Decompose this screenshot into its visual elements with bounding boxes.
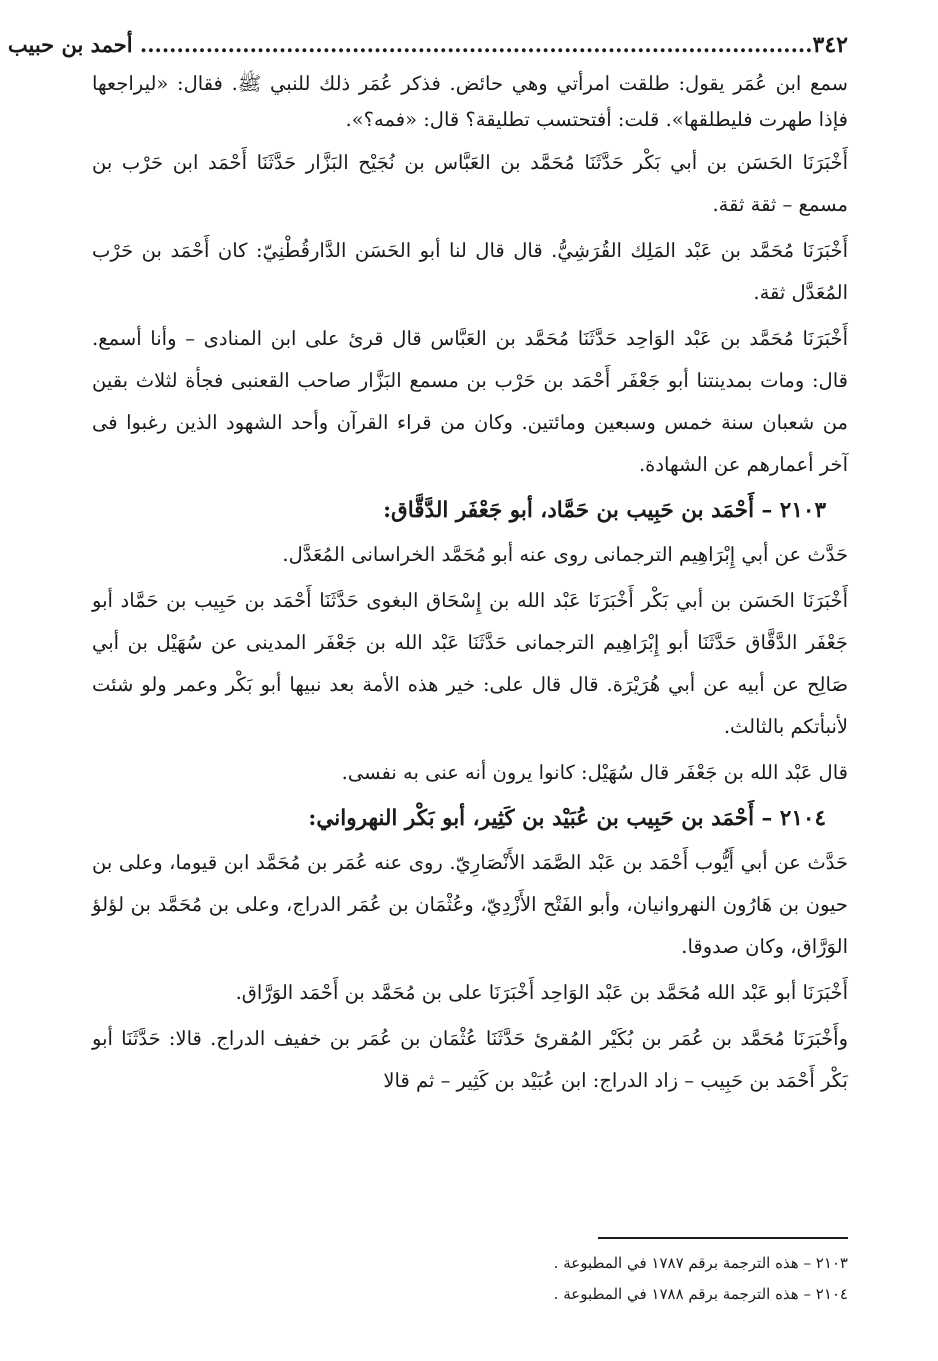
running-title-text: أحمد بن حبيب	[7, 32, 133, 57]
paragraph: أَخْبَرَنَا الحَسَن بن أبي بَكْر حَدَّثَنَا مُحَمَّد بن العَبَّاس بن نُجَيْح البَزَّار حَدَّثَنَا أَحْمَد ابن حَرْب بن مسمع – ثقة ثقة.	[92, 151, 848, 216]
paragraph: أَخْبَرَنَا الحَسَن بن أبي بَكْر أَخْبَرَنَا عَبْد الله بن إِسْحَاق البغوى حَدَّثَنَا أَحْمَد بن حَبِيب بن حَمَّاد أبو جَعْفَر الدَّقَّاق حَدَّثَنَا أبو إِبْرَاهِيم الترجمانى حَدَّثَنَا عَبْد الله بن جَعْفَر المدينى عن سُهَيْل بن أبي صَالِح عن أبيه عن أبي هُرَيْرَة. قال قال على: خير هذه الأمة بعد نبيها أبو بَكْر وعمر ولو شئت لأنبأتكم بالثالث.	[92, 589, 848, 738]
book-page	[7, 30, 848, 1330]
running-head	[7, 30, 848, 60]
paragraph: وأَخْبَرَنَا مُحَمَّد بن عُمَر بن بُكَيْر المُقرئ حَدَّثَنَا عُثْمَان بن عُمَر بن خفيف الدراج. قالا: حَدَّثَنَا أبو بَكْر أَحْمَد بن حَبِيب – زاد الدراج: ابن عُبَيْد بن كَثِير – ثم قالا	[92, 1027, 848, 1092]
paragraph: أَخْبَرَنَا مُحَمَّد بن عَبْد الوَاحِد حَدَّثَنَا مُحَمَّد بن العَبَّاس قال قرئ على ابن المنادى – وأنا أسمع. قال: ومات بمدينتنا أبو جَعْفَر أَحْمَد بن حَرْب بن مسمع البَزَّار صاحب القعنبى فجأة لثلاث بقين من شعبان سنة خمس وسبعين ومائتين. وكان من قراء القرآن وأحد الشهود الذين رغبوا فى آخر أعمارهم عن الشهادة.	[92, 327, 848, 476]
paragraph: حَدَّث عن أبي أَيُّوب أَحْمَد بن عَبْد الصَّمَد الأَنْصَارِيّ. روى عنه عُمَر بن مُحَمَّد ابن قيوما، وعلى بن حيون بن هَارُون النهروانيان، وأبو الفَتْح الأَزْدِيّ، وعُثْمَان بن عُمَر الدراج، وعلى بن مُحَمَّد بن لؤلؤ الوَرَّاق، وكان صدوقا.	[92, 851, 848, 958]
main-text	[92, 66, 848, 1102]
paragraph: حَدَّث عن أبي إِبْرَاهِيم الترجمانى روى عنه أبو مُحَمَّد الخراسانى المُعَدَّل.	[282, 543, 848, 566]
paragraph: أَخْبَرَنَا أبو عَبْد الله مُحَمَّد بن عَبْد الوَاحِد أَخْبَرَنَا على بن مُحَمَّد بن أَحْمَد الوَرَّاق.	[235, 981, 848, 1004]
title-leader-dots: ............................................................................................	[139, 32, 813, 57]
entry-heading-2104: ٢١٠٤ – أَحْمَد بن حَبِيب بن عُبَيْد بن كَثِير، أبو بَكْر النهرواني:	[308, 806, 826, 831]
page-number: ٣٤٢	[812, 32, 848, 58]
running-title	[8, 30, 813, 60]
footnotes	[92, 1248, 848, 1310]
paragraph: قال عَبْد الله بن جَعْفَر قال سُهَيْل: كانوا يرون أنه عنى به نفسى.	[341, 761, 848, 784]
footnote: ٢١٠٤ – هذه الترجمة برقم ١٧٨٨ في المطبوعة .	[553, 1285, 848, 1303]
footnote: ٢١٠٣ – هذه الترجمة برقم ١٧٨٧ في المطبوعة .	[553, 1254, 848, 1272]
footnote-divider	[598, 1237, 848, 1239]
paragraph: أَخْبَرَنَا مُحَمَّد بن عَبْد المَلِك القُرَشِيُّ. قال قال لنا أبو الحَسَن الدَّارقُطْنِيّ: كان أَحْمَد بن حَرْب المُعَدَّل ثقة.	[92, 239, 848, 304]
entry-heading-2103: ٢١٠٣ – أَحْمَد بن حَبِيب بن حَمَّاد، أبو جَعْفَر الدَّقَّاق:	[383, 498, 826, 523]
paragraph: سمع ابن عُمَر يقول: طلقت امرأتي وهي حائض. فذكر عُمَر ذلك للنبي ﷺ. فقال: «ليراجعها فإذا طهرت فليطلقها». قلت: أفتحتسب تطليقة؟ قال: «فمه؟».	[92, 72, 848, 131]
